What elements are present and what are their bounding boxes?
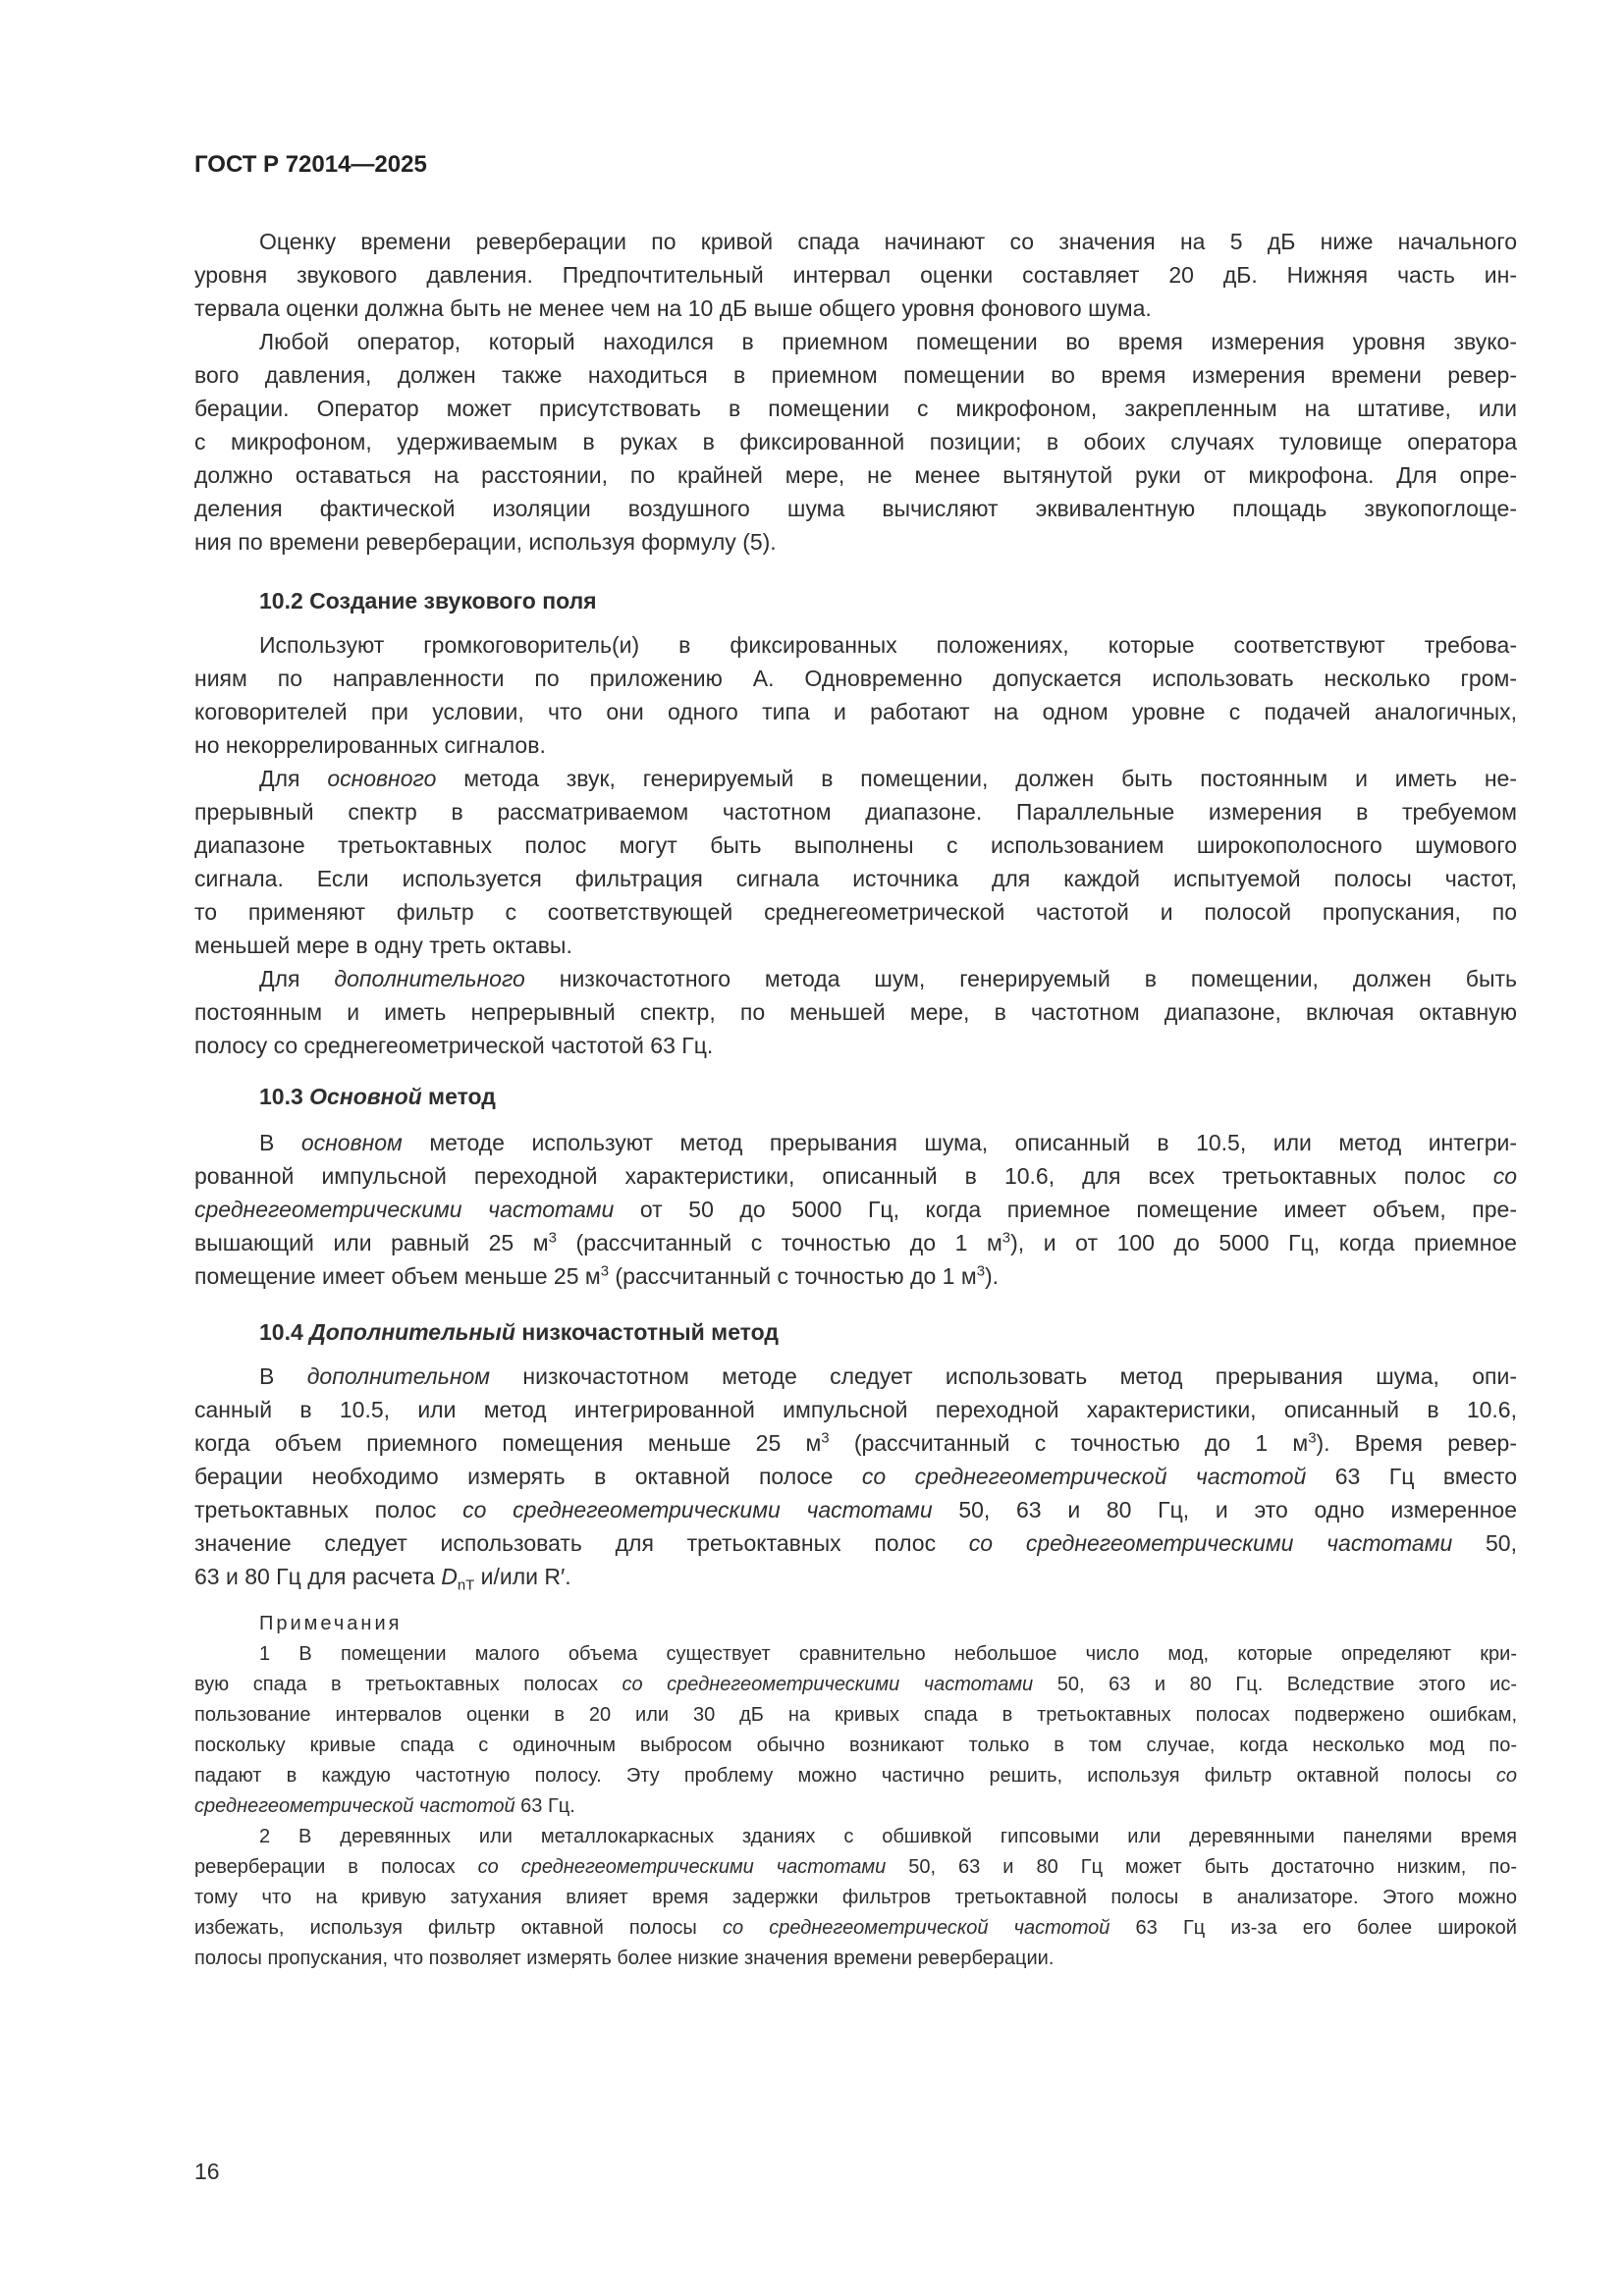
text-line (194, 1193, 1517, 1226)
emphasized-text: Дополнительный (309, 1319, 515, 1345)
text-segment: тервала оценки должна быть не менее чем на 10 дБ выше общего уровня фонового шума. (194, 295, 1152, 321)
text-segment: (рассчитанный с точностью до 1 м (829, 1430, 1309, 1456)
text-segment: вую спада в третьоктавных полосах (194, 1674, 623, 1695)
text-line (194, 1852, 1517, 1883)
text-segment: В (259, 1363, 307, 1389)
text-segment: падают в каждую частотную полосу. Эту проблему можно частично решить, используя фильтр октавной полосы (194, 1765, 1496, 1787)
text-segment: 10.2 Создание звукового поля (259, 588, 597, 614)
text-line (194, 1393, 1517, 1426)
note-1 (194, 1639, 1517, 1822)
text-line (194, 1126, 1517, 1159)
text-line (194, 1460, 1517, 1493)
text-segment: и/или R′. (474, 1564, 571, 1589)
section-10-2-body (194, 628, 1517, 1062)
text-line (194, 225, 1517, 258)
text-segment: 50, 63 и 80 Гц, и это одно измеренное (932, 1497, 1517, 1522)
text-line (194, 862, 1517, 895)
notes-title: Примечания (259, 1613, 403, 1634)
text-segment: коговорителей при условии, что они одного типа и работают на одном уровне с подачей аналогичных, (194, 699, 1517, 724)
notes-block (194, 1609, 1517, 1974)
text-line (194, 325, 1517, 358)
text-line (194, 1731, 1517, 1761)
text-line (194, 1883, 1517, 1913)
emphasized-text: со среднегеометрическими частотами (622, 1674, 1034, 1695)
emphasized-text: D (441, 1564, 458, 1589)
text-segment: от 50 до 5000 Гц, когда приемное помещение имеет объем, пре- (614, 1197, 1517, 1222)
text-segment: то применяют фильтр с соответствующей среднегеометрической частотой и полосой пропускания, по (194, 899, 1517, 925)
text-segment: полосу со среднегеометрической частотой 63 Гц. (194, 1033, 714, 1058)
text-segment: 63 Гц из-за его более широкой (1110, 1917, 1517, 1939)
text-line (194, 1526, 1517, 1560)
text-segment: пользование интервалов оценки в 20 или 30 дБ на кривых спада в третьоктавных полосах подвержено ошибкам, (194, 1704, 1517, 1726)
text-line (194, 358, 1517, 392)
text-segment: (рассчитанный с точностью до 1 м (556, 1230, 1002, 1255)
paragraph-operator (194, 325, 1517, 559)
emphasized-text: со среднегеометрической частотой (722, 1917, 1110, 1939)
text-segment: третьоктавных полос (194, 1497, 463, 1522)
emphasized-text: со среднегеометрической частотой (861, 1464, 1307, 1489)
text-line (194, 795, 1517, 828)
note-2 (194, 1822, 1517, 1974)
text-segment: помещение имеет объем меньше 25 м (194, 1263, 601, 1289)
text-line (194, 1913, 1517, 1944)
text-segment: 3 (1308, 1429, 1317, 1447)
text-segment: с микрофоном, удерживаемым в руках в фиксированной позиции; в обоих случаях туловище оператора (194, 429, 1517, 454)
text-segment: 2 В деревянных или металлокаркасных зданиях с обшивкой гипсовыми или деревянными панелями время (259, 1826, 1517, 1847)
text-line (194, 695, 1517, 728)
text-line (194, 1493, 1517, 1526)
emphasized-text: со (1492, 1163, 1517, 1189)
text-segment: когда объем приемного помещения меньше 25 м (194, 1430, 822, 1456)
text-line (194, 728, 1517, 762)
text-segment: вого давления, должен также находиться в приемном помещении во время измерения времени ревер- (194, 362, 1517, 388)
emphasized-text: дополнительном (306, 1363, 491, 1389)
text-segment: диапазоне третьоктавных полос могут быть выполнены с использованием широкополосного шумового (194, 832, 1517, 858)
emphasized-text: среднегеометрической частотой (194, 1795, 515, 1817)
text-segment: реверберации в полосах (194, 1856, 478, 1878)
text-segment: 63 и 80 Гц для расчета (194, 1564, 442, 1589)
text-segment: Оценку времени реверберации по кривой спада начинают со значения на 5 дБ ниже начального (259, 229, 1517, 254)
text-line (194, 1700, 1517, 1731)
text-segment: 3 (976, 1262, 985, 1280)
text-segment: 1 В помещении малого объема существует сравнительно небольшое число мод, которые определяют кри- (259, 1643, 1517, 1665)
emphasized-text: со среднегеометрическими частотами (462, 1497, 933, 1522)
text-line (194, 995, 1517, 1029)
text-line (194, 628, 1517, 662)
text-segment: должно оставаться на расстоянии, по крайней мере, не менее вытянутой руки от микрофона. Для опре- (194, 462, 1517, 488)
text-segment: 3 (1001, 1229, 1011, 1247)
heading-10-4 (194, 1315, 1582, 1349)
paragraph-additional-method-noise (194, 962, 1517, 1062)
text-line (194, 1822, 1517, 1852)
text-line (259, 584, 1582, 617)
text-line (194, 1259, 1517, 1293)
text-segment: Любой оператор, который находился в приемном помещении во время измерения уровня звуко- (259, 329, 1517, 354)
text-line (194, 1670, 1517, 1700)
text-line (194, 392, 1517, 425)
paragraph-low-frequency-method (194, 1360, 1517, 1593)
text-segment: берации необходимо измерять в октавной полосе (194, 1464, 862, 1489)
text-segment: 63 Гц. (514, 1795, 575, 1817)
text-segment: низкочастотный метод (514, 1319, 779, 1345)
text-segment: метода звук, генерируемый в помещении, должен быть постоянным и иметь не- (436, 766, 1517, 791)
text-line (194, 492, 1517, 525)
text-line (194, 1639, 1517, 1670)
text-segment: берации. Оператор может присутствовать в помещении с микрофоном, закрепленным на штативе, или (194, 396, 1517, 421)
text-line (194, 1560, 1517, 1593)
text-segment: низкочастотном методе следует использовать метод прерывания шума, опи- (490, 1363, 1517, 1389)
section-10-1-continuation (194, 225, 1517, 559)
text-line (259, 1080, 1582, 1113)
text-line (194, 662, 1517, 695)
text-line (194, 828, 1517, 862)
text-line (194, 525, 1517, 559)
text-segment: Для (259, 766, 328, 791)
text-line (194, 1159, 1517, 1193)
text-segment: уровня звукового давления. Предпочтительный интервал оценки составляет 20 дБ. Нижняя часть ин- (194, 262, 1517, 288)
paragraph-evaluation-range (194, 225, 1517, 325)
text-line (194, 1761, 1517, 1791)
heading-10-2 (194, 584, 1582, 617)
text-segment: тому что на кривую затухания влияет время задержки фильтров третьоктавной полосы в анализаторе. Этого можно (194, 1887, 1517, 1908)
text-segment: ). Время ревер- (1316, 1430, 1517, 1456)
text-segment: 50, 63 и 80 Гц может быть достаточно низким, по- (886, 1856, 1517, 1878)
text-segment: избежать, используя фильтр октавной полосы (194, 1917, 723, 1939)
text-segment: ния по времени реверберации, используя формулу (5). (194, 529, 777, 555)
emphasized-text: со среднегеометрическими частотами (968, 1530, 1453, 1556)
text-line (194, 962, 1517, 995)
text-line (194, 292, 1517, 325)
text-line (194, 425, 1517, 458)
emphasized-text: среднегеометрическими частотами (194, 1197, 615, 1222)
paragraph-main-method (194, 1126, 1517, 1293)
text-segment: 3 (821, 1429, 830, 1447)
text-segment: но некоррелированных сигналов. (194, 732, 546, 758)
text-segment: рованной импульсной переходной характеристики, описанный в 10.6, для всех третьоктавных полос (194, 1163, 1493, 1189)
text-line (259, 1315, 1582, 1349)
text-segment: (рассчитанный с точностью до 1 м (609, 1263, 977, 1289)
emphasized-text: основного (327, 766, 437, 791)
text-line (194, 1360, 1517, 1393)
paragraph-loudspeakers (194, 628, 1517, 762)
text-line (194, 1426, 1517, 1460)
text-line (194, 895, 1517, 929)
text-segment: ниям по направленности по приложению А. Одновременно допускается использовать несколько гром- (194, 666, 1517, 691)
emphasized-text: Основной (309, 1084, 422, 1109)
text-segment: постоянным и иметь непрерывный спектр, по меньшей мере, в частотном диапазоне, включая октавную (194, 999, 1517, 1025)
heading-10-3 (194, 1080, 1582, 1113)
text-segment: Для (259, 966, 335, 991)
text-segment: В (259, 1130, 301, 1155)
document-id-header: ГОСТ Р 72014—2025 (194, 151, 427, 178)
text-segment: деления фактической изоляции воздушного шума вычисляют эквивалентную площадь звукопоглоще- (194, 496, 1517, 521)
text-line (194, 1226, 1517, 1259)
emphasized-text: со среднегеометрическими частотами (477, 1856, 887, 1878)
text-segment: прерывный спектр в рассматриваемом частотном диапазоне. Параллельные измерения в требуемом (194, 799, 1517, 825)
text-segment: сигнала. Если используется фильтрация сигнала источника для каждой испытуемой полосы частот, (194, 866, 1517, 891)
text-line (194, 929, 1517, 962)
text-segment: методе используют метод прерывания шума, описанный в 10.5, или метод интегри- (402, 1130, 1518, 1155)
emphasized-text: со (1495, 1765, 1517, 1787)
text-segment: низкочастотного метода шум, генерируемый в помещении, должен быть (524, 966, 1518, 991)
section-10-3-body (194, 1126, 1517, 1293)
text-line (194, 1791, 1517, 1822)
text-line (194, 458, 1517, 492)
text-segment: санный в 10.5, или метод интегрированной импульсной переходной характеристики, описанный в 10.6, (194, 1397, 1517, 1422)
text-segment: 10.3 (259, 1084, 310, 1109)
section-10-4-body (194, 1360, 1517, 1593)
paragraph-main-method-sound (194, 762, 1517, 962)
text-line (194, 258, 1517, 292)
emphasized-text: основном (300, 1130, 403, 1155)
text-segment: 50, (1452, 1530, 1517, 1556)
text-segment: поскольку кривые спада с одиночным выбросом обычно возникают только в том случае, когда несколько мод по- (194, 1735, 1517, 1756)
text-segment: метод (421, 1084, 496, 1109)
text-segment: 3 (548, 1229, 557, 1247)
text-segment: ). (985, 1263, 1000, 1289)
emphasized-text: дополнительного (334, 966, 525, 991)
text-segment: ), и от 100 до 5000 Гц, когда приемное (1010, 1230, 1517, 1255)
text-segment: 10.4 (259, 1319, 310, 1345)
text-segment: 3 (600, 1262, 610, 1280)
text-segment: вышающий или равный 25 м (194, 1230, 549, 1255)
text-segment: значение следует использовать для третьоктавных полос (194, 1530, 969, 1556)
text-segment: меньшей мере в одну треть октавы. (194, 933, 572, 958)
text-segment: полосы пропускания, что позволяет измерять более низкие значения времени реверберации. (194, 1948, 1055, 1969)
page-number: 16 (194, 2159, 220, 2184)
text-segment: nT (457, 1576, 475, 1594)
text-line (194, 1029, 1517, 1062)
text-segment: Используют громкоговоритель(и) в фиксированных положениях, которые соответствуют требова- (259, 632, 1517, 658)
text-line (194, 762, 1517, 795)
text-segment: 63 Гц вместо (1306, 1464, 1518, 1489)
text-line (194, 1944, 1517, 1974)
text-segment: 50, 63 и 80 Гц. Вследствие этого ис- (1033, 1674, 1517, 1695)
